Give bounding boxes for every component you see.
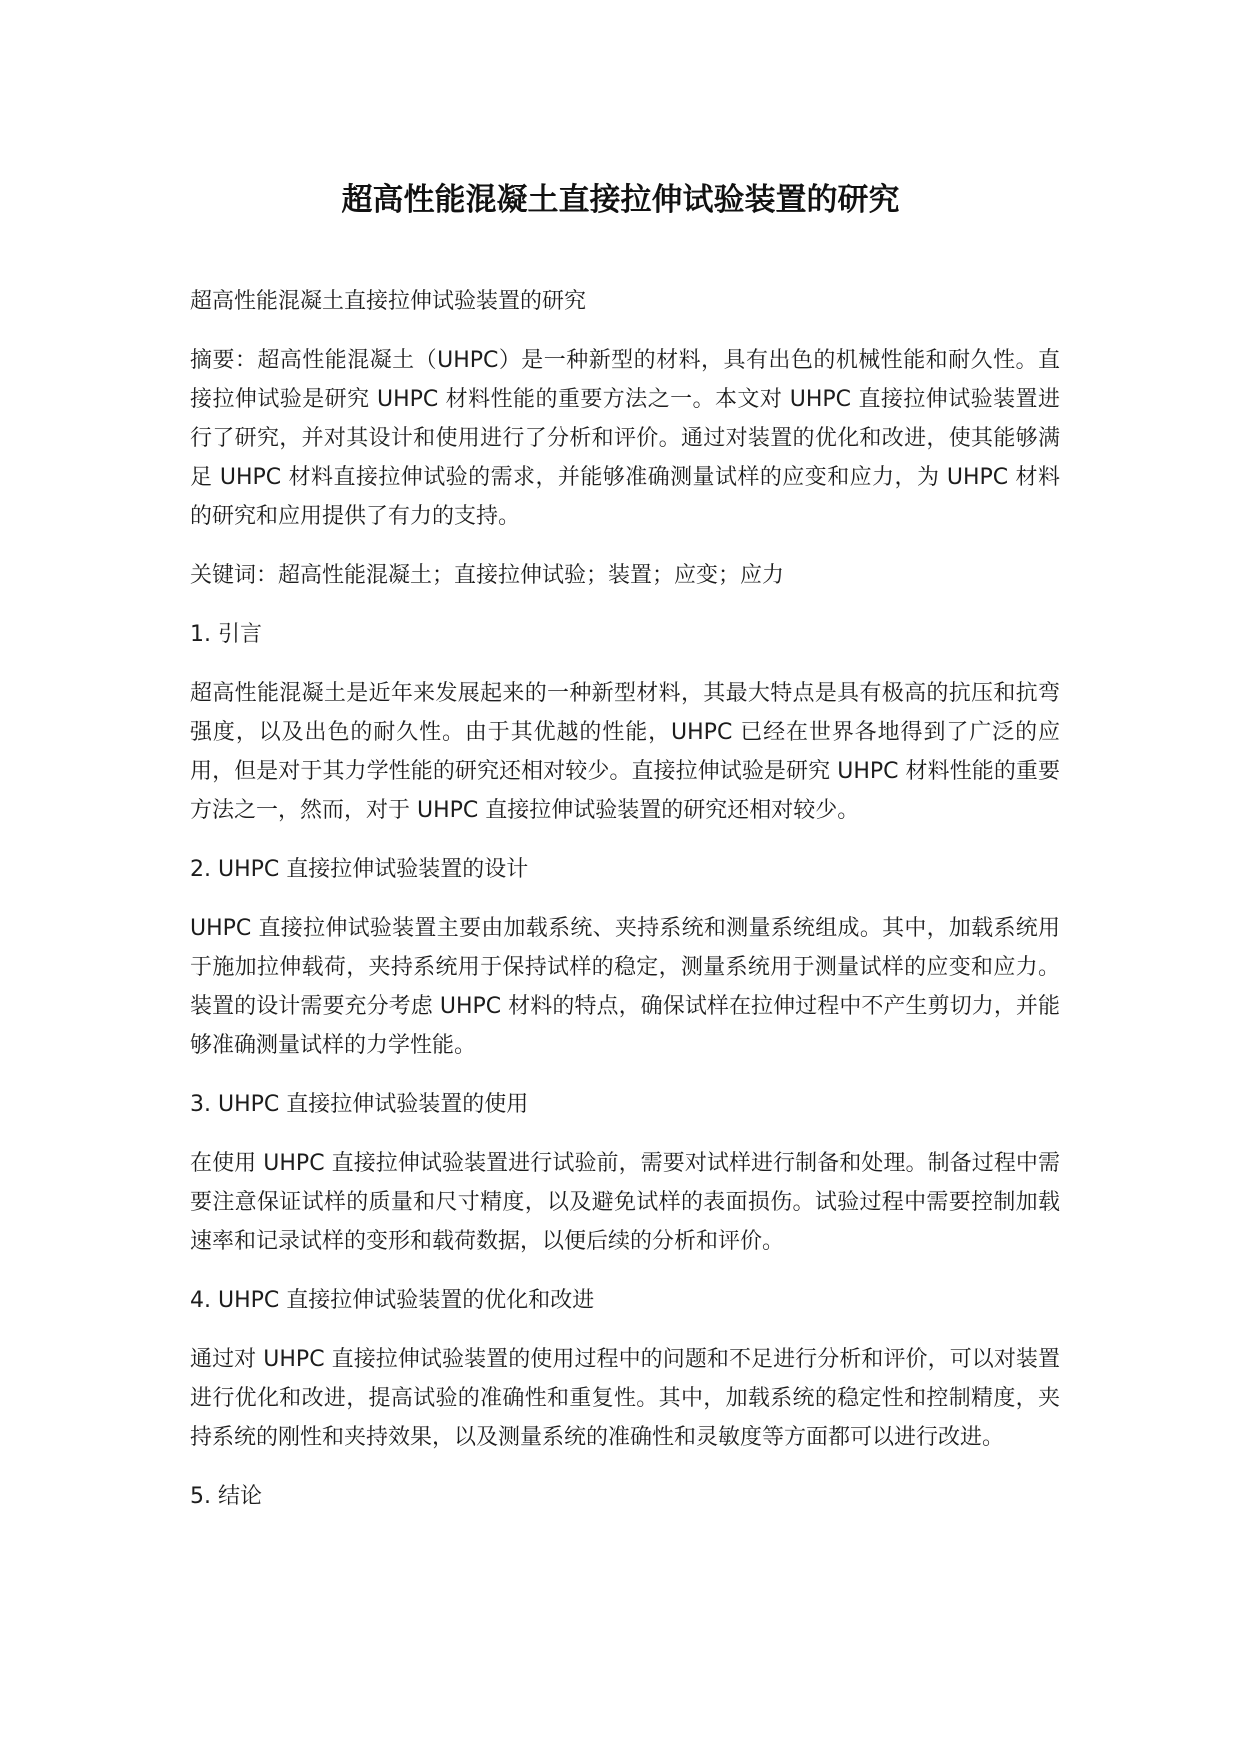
abstract-paragraph: 摘要：超高性能混凝土（UHPC）是一种新型的材料，具有出色的机械性能和耐久性。直接拉伸试验是研究 UHPC 材料性能的重要方法之一。本文对 UHPC 直接拉伸试验装置进行了研究，并对其设计和使用进行了分析和评价。通过对装置的优化和改进，使其能够满足 UHPC 材料直接拉伸试验的需求，并能够准确测量试样的应变和应力，为 UHPC 材料的研究和应用提供了有力的支持。 <box>190 348 1060 529</box>
section-heading-design: 2. UHPC 直接拉伸试验装置的设计 <box>190 857 529 882</box>
section-heading-introduction: 1. 引言 <box>190 622 262 647</box>
section-body-usage: 在使用 UHPC 直接拉伸试验装置进行试验前，需要对试样进行制备和处理。制备过程中需要注意保证试样的质量和尺寸精度，以及避免试样的表面损伤。试验过程中需要控制加载速率和记录试样的变形和载荷数据，以便后续的分析和评价。 <box>190 1151 1060 1254</box>
keywords-paragraph: 关键词：超高性能混凝土；直接拉伸试验；装置；应变；应力 <box>190 563 785 588</box>
section-body-design: UHPC 直接拉伸试验装置主要由加载系统、夹持系统和测量系统组成。其中，加载系统用于施加拉伸载荷，夹持系统用于保持试样的稳定，测量系统用于测量试样的应变和应力。装置的设计需要充分考虑 UHPC 材料的特点，确保试样在拉伸过程中不产生剪切力，并能够准确测量试样的力学性能。 <box>190 916 1060 1058</box>
document-subtitle: 超高性能混凝土直接拉伸试验装置的研究 <box>190 289 587 314</box>
document-title: 超高性能混凝土直接拉伸试验装置的研究 <box>341 182 900 218</box>
section-heading-optimization: 4. UHPC 直接拉伸试验装置的优化和改进 <box>190 1288 595 1313</box>
document-body <box>190 282 1060 1536</box>
section-body-introduction: 超高性能混凝土是近年来发展起来的一种新型材料，其最大特点是具有极高的抗压和抗弯强度，以及出色的耐久性。由于其优越的性能，UHPC 已经在世界各地得到了广泛的应用，但是对于其力学性能的研究还相对较少。直接拉伸试验是研究 UHPC 材料性能的重要方法之一，然而，对于 UHPC 直接拉伸试验装置的研究还相对较少。 <box>190 681 1060 823</box>
section-heading-usage: 3. UHPC 直接拉伸试验装置的使用 <box>190 1092 529 1117</box>
section-heading-conclusion: 5. 结论 <box>190 1484 262 1509</box>
section-body-optimization: 通过对 UHPC 直接拉伸试验装置的使用过程中的问题和不足进行分析和评价，可以对装置进行优化和改进，提高试验的准确性和重复性。其中，加载系统的稳定性和控制精度，夹持系统的刚性和夹持效果，以及测量系统的准确性和灵敏度等方面都可以进行改进。 <box>190 1347 1060 1450</box>
